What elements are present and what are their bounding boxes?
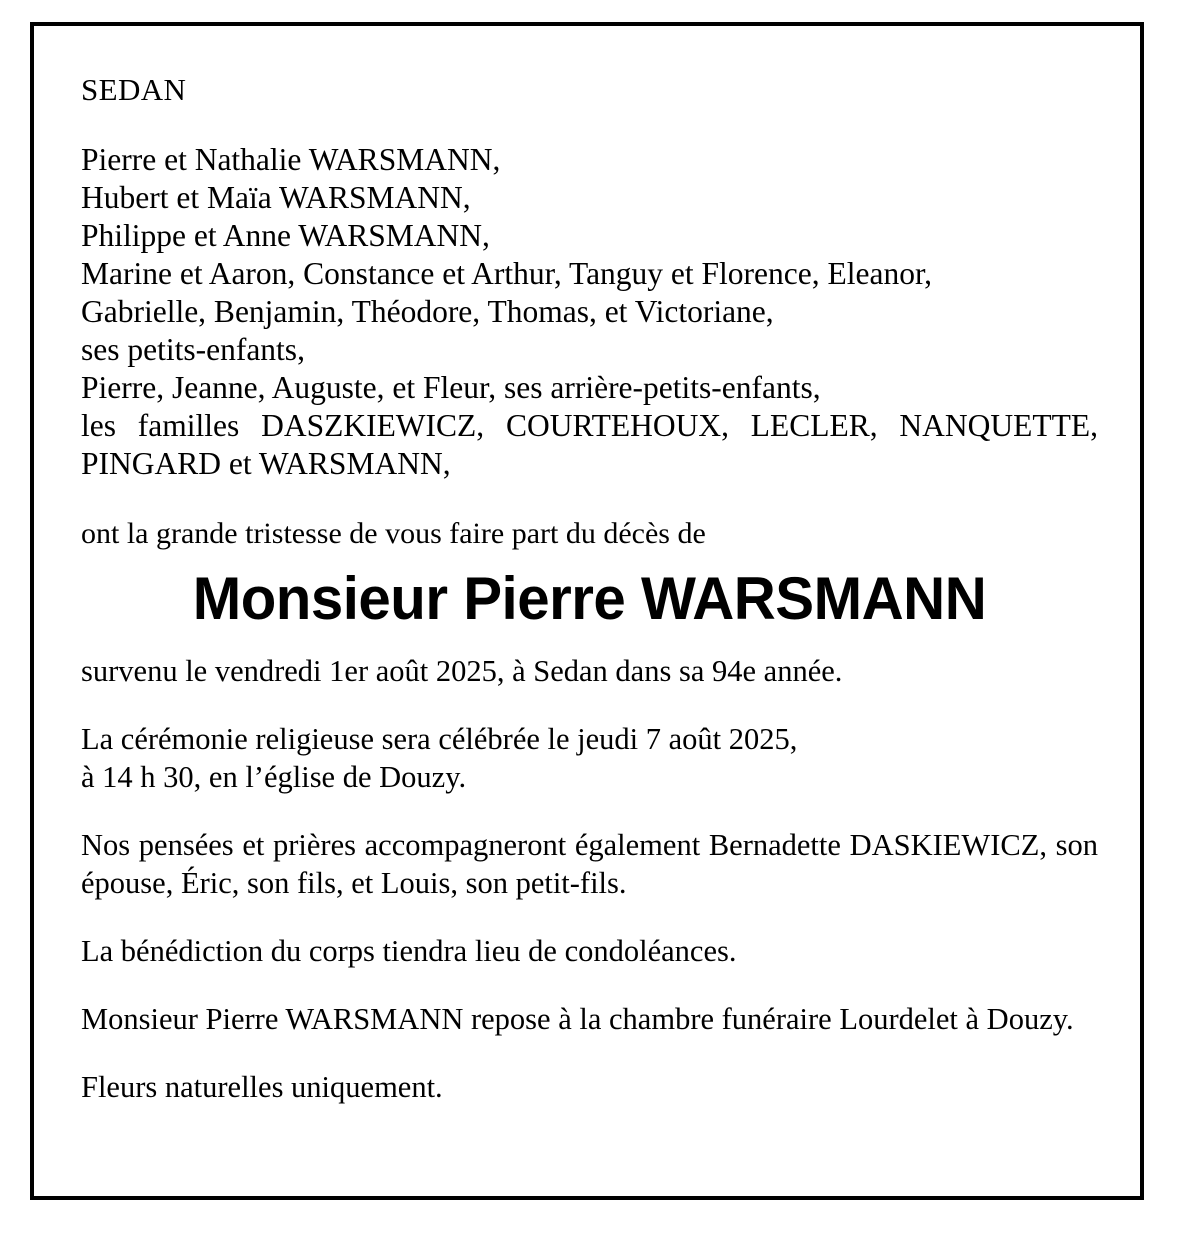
announcement-text: ont la grande tristesse de vous faire part du décès de xyxy=(81,517,706,551)
ceremony-line: à 14 h 30, en l’église de Douzy. xyxy=(81,760,467,795)
thoughts-paragraph: Nos pensées et prières accompagneront également Bernadette DASKIEWICZ, son épouse, Éric, son fils, et Louis, son petit-fils. xyxy=(81,828,1098,901)
family-line: Gabrielle, Benjamin, Théodore, Thomas, et Victoriane, xyxy=(81,294,774,330)
ceremony-details xyxy=(81,720,1098,796)
locality-heading: SEDAN xyxy=(81,72,187,107)
family-line: Hubert et Maïa WARSMANN, xyxy=(81,180,471,216)
blessing-text: La bénédiction du corps tiendra lieu de condoléances. xyxy=(81,934,737,969)
family-line: Marine et Aaron, Constance et Arthur, Tanguy et Florence, Eleanor, xyxy=(81,256,933,292)
deceased-name: Monsieur Pierre WARSMANN xyxy=(192,565,987,633)
family-line: Philippe et Anne WARSMANN, xyxy=(81,218,490,254)
death-details: survenu le vendredi 1er août 2025, à Sedan dans sa 94e année. xyxy=(81,654,843,689)
family-line: Pierre et Nathalie WARSMANN, xyxy=(81,142,501,178)
family-members-list xyxy=(81,141,1098,483)
notice-content xyxy=(34,26,1140,1106)
family-line: ses petits-enfants, xyxy=(81,332,305,368)
families-paragraph: les familles DASZKIEWICZ, COURTEHOUX, LECLER, NANQUETTE, PINGARD et WARSMANN, xyxy=(81,408,1098,482)
death-notice-card xyxy=(30,22,1144,1200)
repose-paragraph: Monsieur Pierre WARSMANN repose à la chambre funéraire Lourdelet à Douzy. xyxy=(81,1002,1074,1037)
ceremony-line: La cérémonie religieuse sera célébrée le jeudi 7 août 2025, xyxy=(81,722,798,757)
family-line: Pierre, Jeanne, Auguste, et Fleur, ses arrière-petits-enfants, xyxy=(81,370,821,406)
flowers-note: Fleurs naturelles uniquement. xyxy=(81,1070,443,1105)
